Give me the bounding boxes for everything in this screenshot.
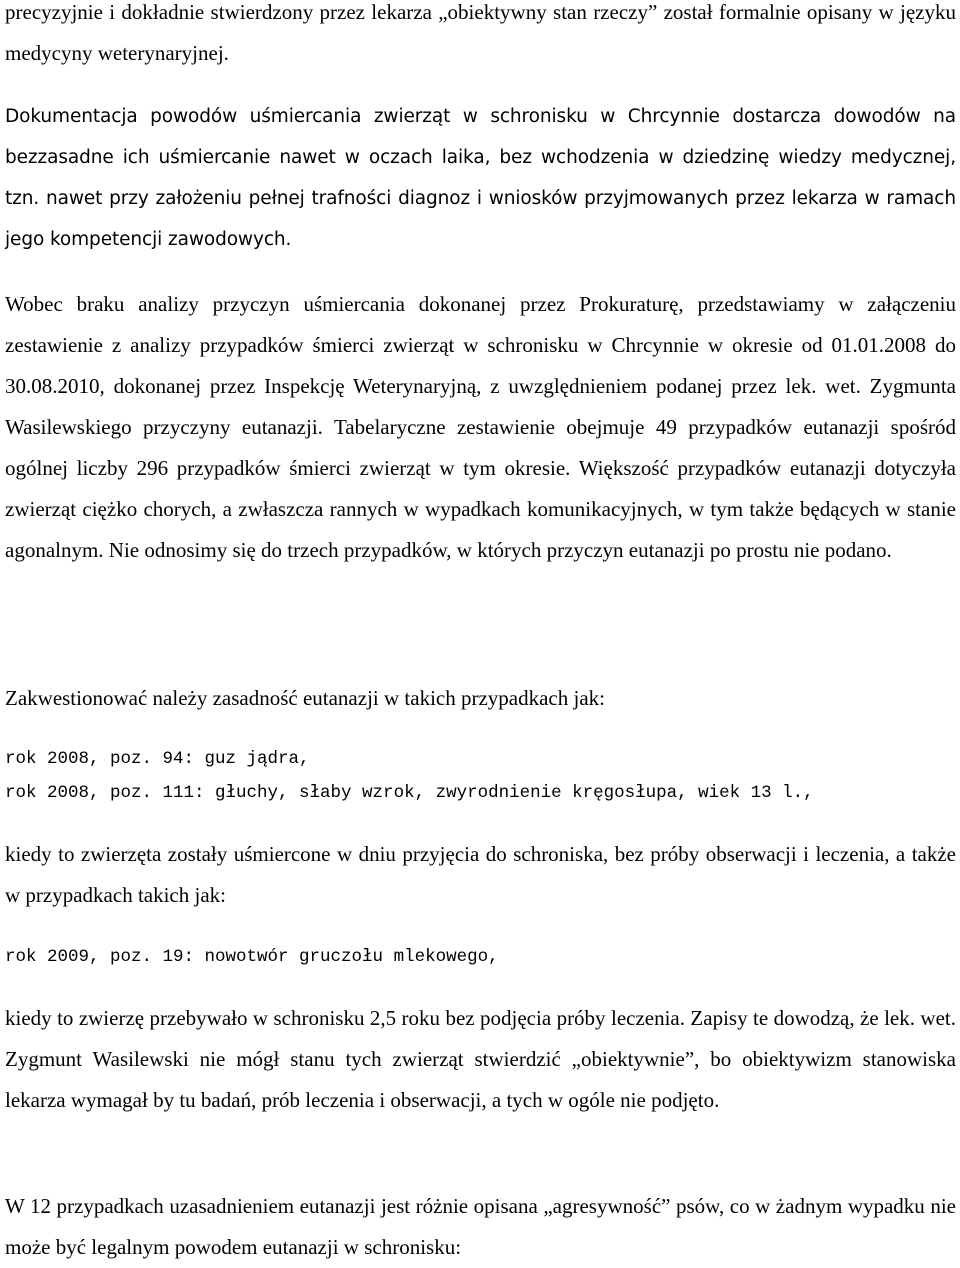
list-item: rok 2009, poz. 19: nowotwór gruczołu mlekowego, [5, 947, 499, 967]
paragraph-analysis-summary: Wobec braku analizy przyczyn uśmiercania dokonanej przez Prokuraturę, przedstawiamy w załączeniu zestawienie z analizy przypadków śmierci zwierząt w schronisku w Chrcynnie w okresie od 01.01.2008 do 30.08.2010, dokonanej przez Inspekcję Weterynaryjną, z uwzględnieniem podanej przez lek. wet. Zygmunta Wasilewskiego przyczyny eutanazji. Tabelaryczne zestawienie obejmuje 49 przypadków eutanazji spośród ogólnej liczby 296 przypadków śmierci zwierząt w tym okresie. Większość przypadków eutanazji dotyczyła zwierząt ciężko chorych, a zwłaszcza rannych w wypadkach komunikacyjnych, w tym także będących w stanie agonalnym. Nie odnosimy się do trzech przypadków, w których przyczyn eutanazji po prostu nie podano. [5, 292, 956, 562]
paragraph-documentation-evidence: Dokumentacja powodów uśmiercania zwierząt w schronisku w Chrcynnie dostarcza dowodów na bezzasadne ich uśmiercanie nawet w oczach laika, bez wchodzenia w dziedzinę wiedzy medycznej, tzn. nawet przy założeniu pełnej trafności diagnoz i wniosków przyjmowanych przez lekarza w ramach jego kompetencji zawodowych. [5, 106, 956, 250]
case-list-second [5, 940, 956, 974]
list-item: rok 2008, poz. 111: głuchy, słaby wzrok, zwyrodnienie kręgosłupa, wiek 13 l., [5, 783, 814, 803]
list-item: rok 2008, poz. 94: guz jądra, [5, 749, 310, 769]
paragraph-no-treatment: kiedy to zwierzę przebywało w schronisku 2,5 roku bez podjęcia próby leczenia. Zapisy te dowodzą, że lek. wet. Zygmunt Wasilewski nie mógł stanu tych zwierząt stwierdzić „obiektywnie”, bo obiektywizm stanowiska lekarza wymagał by tu badań, prób leczenia i obserwacji, a tych w ogóle nie podjęto. [5, 1006, 956, 1112]
paragraph-objective-state: precyzyjnie i dokładnie stwierdzony przez lekarza „obiektywny stan rzeczy” został formalnie opisany w języku medycyny weterynaryjnej. [5, 0, 956, 65]
paragraph-questionable-cases-intro: Zakwestionować należy zasadność eutanazji w takich przypadkach jak: [5, 686, 605, 710]
paragraph-aggression-cases: W 12 przypadkach uzasadnieniem eutanazji jest różnie opisana „agresywność” psów, co w żadnym wypadku nie może być legalnym powodem eutanazji w schronisku: [5, 1194, 956, 1259]
case-list-first [5, 742, 956, 810]
paragraph-killed-on-admission: kiedy to zwierzęta zostały uśmiercone w dniu przyjęcia do schroniska, bez próby obserwacji i leczenia, a także w przypadkach takich jak: [5, 842, 956, 907]
